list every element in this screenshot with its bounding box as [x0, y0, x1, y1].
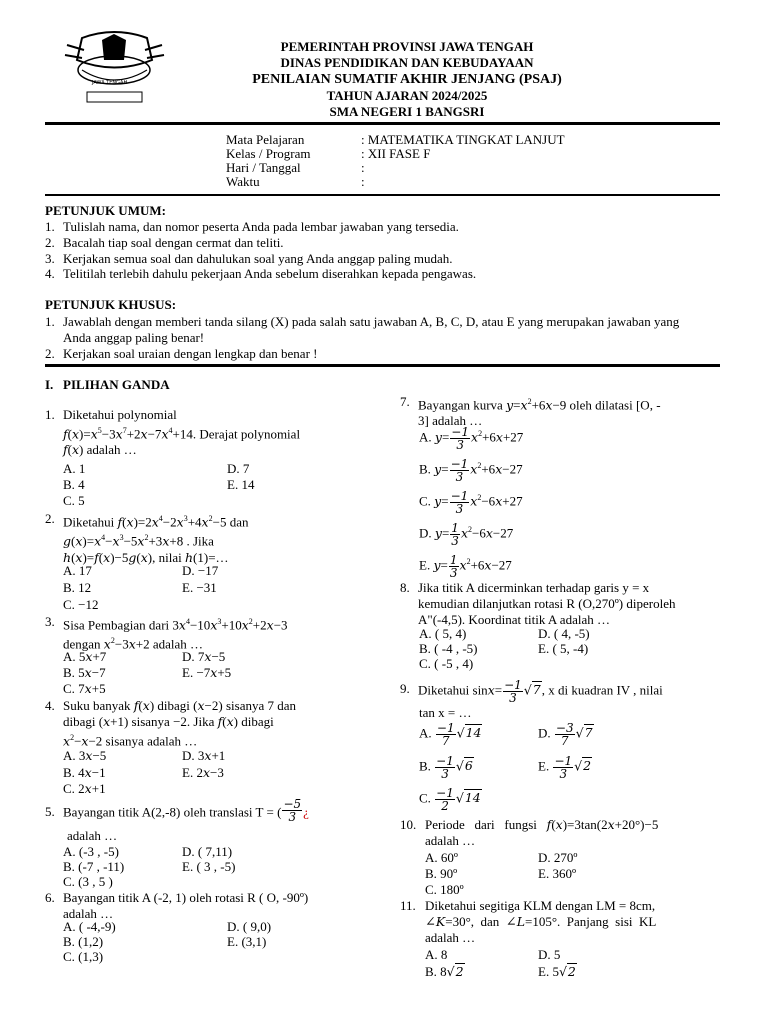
info-label: Mata Pelajaran	[226, 132, 305, 147]
option: B. 90º	[425, 866, 458, 881]
header-line-2: DINAS PENDIDIKAN DAN KEBUDAYAAN	[280, 55, 534, 70]
header-line-5: SMA NEGERI 1 BANGSRI	[329, 104, 485, 119]
header-line-3: PENILAIAN SUMATIF AKHIR JENJANG (PSAJ)	[252, 72, 562, 87]
header-line-4: TAHUN AJARAN 2024/2025	[326, 88, 488, 103]
general-item: Tulislah nama, dan nomor peserta Anda pada lembar jawaban yang tersedia.	[63, 219, 459, 234]
q6-text: Bayangan titik A (-2, 1) oleh rotasi R ( O, -90º)	[63, 890, 309, 905]
general-item: Kerjakan semua soal dan dahulukan soal yang Anda anggap paling mudah.	[63, 251, 453, 266]
general-item: Bacalah tiap soal dengan cermat dan teliti.	[63, 235, 284, 250]
q8-line: A"(-4,5). Koordinat titik A adalah …	[418, 612, 610, 627]
option: C. 180º	[425, 882, 464, 897]
option: D. 270º	[538, 850, 578, 865]
q5-text: Bayangan titik A(2,-8) oleh translasi T = (	[63, 804, 282, 820]
q5-text-cont: adalah …	[67, 828, 118, 843]
option: B. ( -4 , -5)	[419, 641, 478, 656]
general-item: Telitilah terlebih dahulu pekerjaan Anda sebelum diserahkan kepada pengawas.	[63, 266, 477, 281]
option: C. ( -5 , 4)	[419, 656, 474, 671]
option: D. ( 4, -5)	[538, 626, 590, 641]
option: A. 60º	[425, 850, 458, 865]
info-divider	[45, 194, 720, 196]
info-value: : XII FASE F	[361, 146, 431, 161]
option: E. ( 3 , -5)	[182, 859, 236, 874]
info-label: Waktu	[226, 174, 260, 189]
special-title: PETUNJUK KHUSUS:	[45, 297, 177, 312]
general-title: PETUNJUK UMUM:	[45, 203, 166, 218]
info-value: : MATEMATIKA TINGKAT LANJUT	[361, 132, 565, 147]
special-item: Jawablah dengan memberi tanda silang (X) pada salah satu jawaban A, B, C, D, atau E yang merupakan jawaban yang	[63, 314, 680, 329]
option: C. (1,3)	[63, 949, 104, 964]
option: A. ( -4,-9)	[63, 919, 116, 934]
option: A. (-3 , -5)	[63, 844, 119, 859]
special-item-cont: Anda anggap paling benar!	[63, 330, 205, 345]
option: D. ( 7,11)	[182, 844, 233, 859]
section-title: I. PILIHAN GANDA	[45, 377, 170, 392]
header-line-1: PEMERINTAH PROVINSI JAWA TENGAH	[280, 39, 534, 54]
info-label: Kelas / Program	[226, 146, 311, 161]
option: E. 360º	[538, 866, 576, 881]
info-value: :	[361, 174, 365, 189]
info-label: Hari / Tanggal	[226, 160, 301, 175]
option: E. (3,1)	[227, 934, 267, 949]
instructions-divider	[45, 364, 720, 367]
province-logo	[62, 30, 167, 110]
logo-text: JAWA TENGAH	[92, 80, 128, 86]
option: C. (3 , 5 )	[63, 874, 113, 889]
header-divider	[45, 122, 720, 125]
option: B. (-7 , -11)	[63, 859, 125, 874]
special-item: Kerjakan soal uraian dengan lengkap dan benar !	[63, 346, 318, 361]
option: D. ( 9,0)	[227, 919, 272, 934]
option: A. ( 5, 4)	[419, 626, 467, 641]
info-value: :	[361, 160, 365, 175]
option: B. (1,2)	[63, 934, 104, 949]
q8-line: kemudian dilanjutkan rotasi R (O,270º) diperoleh	[418, 596, 676, 611]
q6-text-cont: adalah …	[63, 906, 114, 921]
q8-line: Jika titik A dicerminkan terhadap garis y = x	[418, 580, 650, 595]
option: E. ( 5, -4)	[538, 641, 589, 656]
